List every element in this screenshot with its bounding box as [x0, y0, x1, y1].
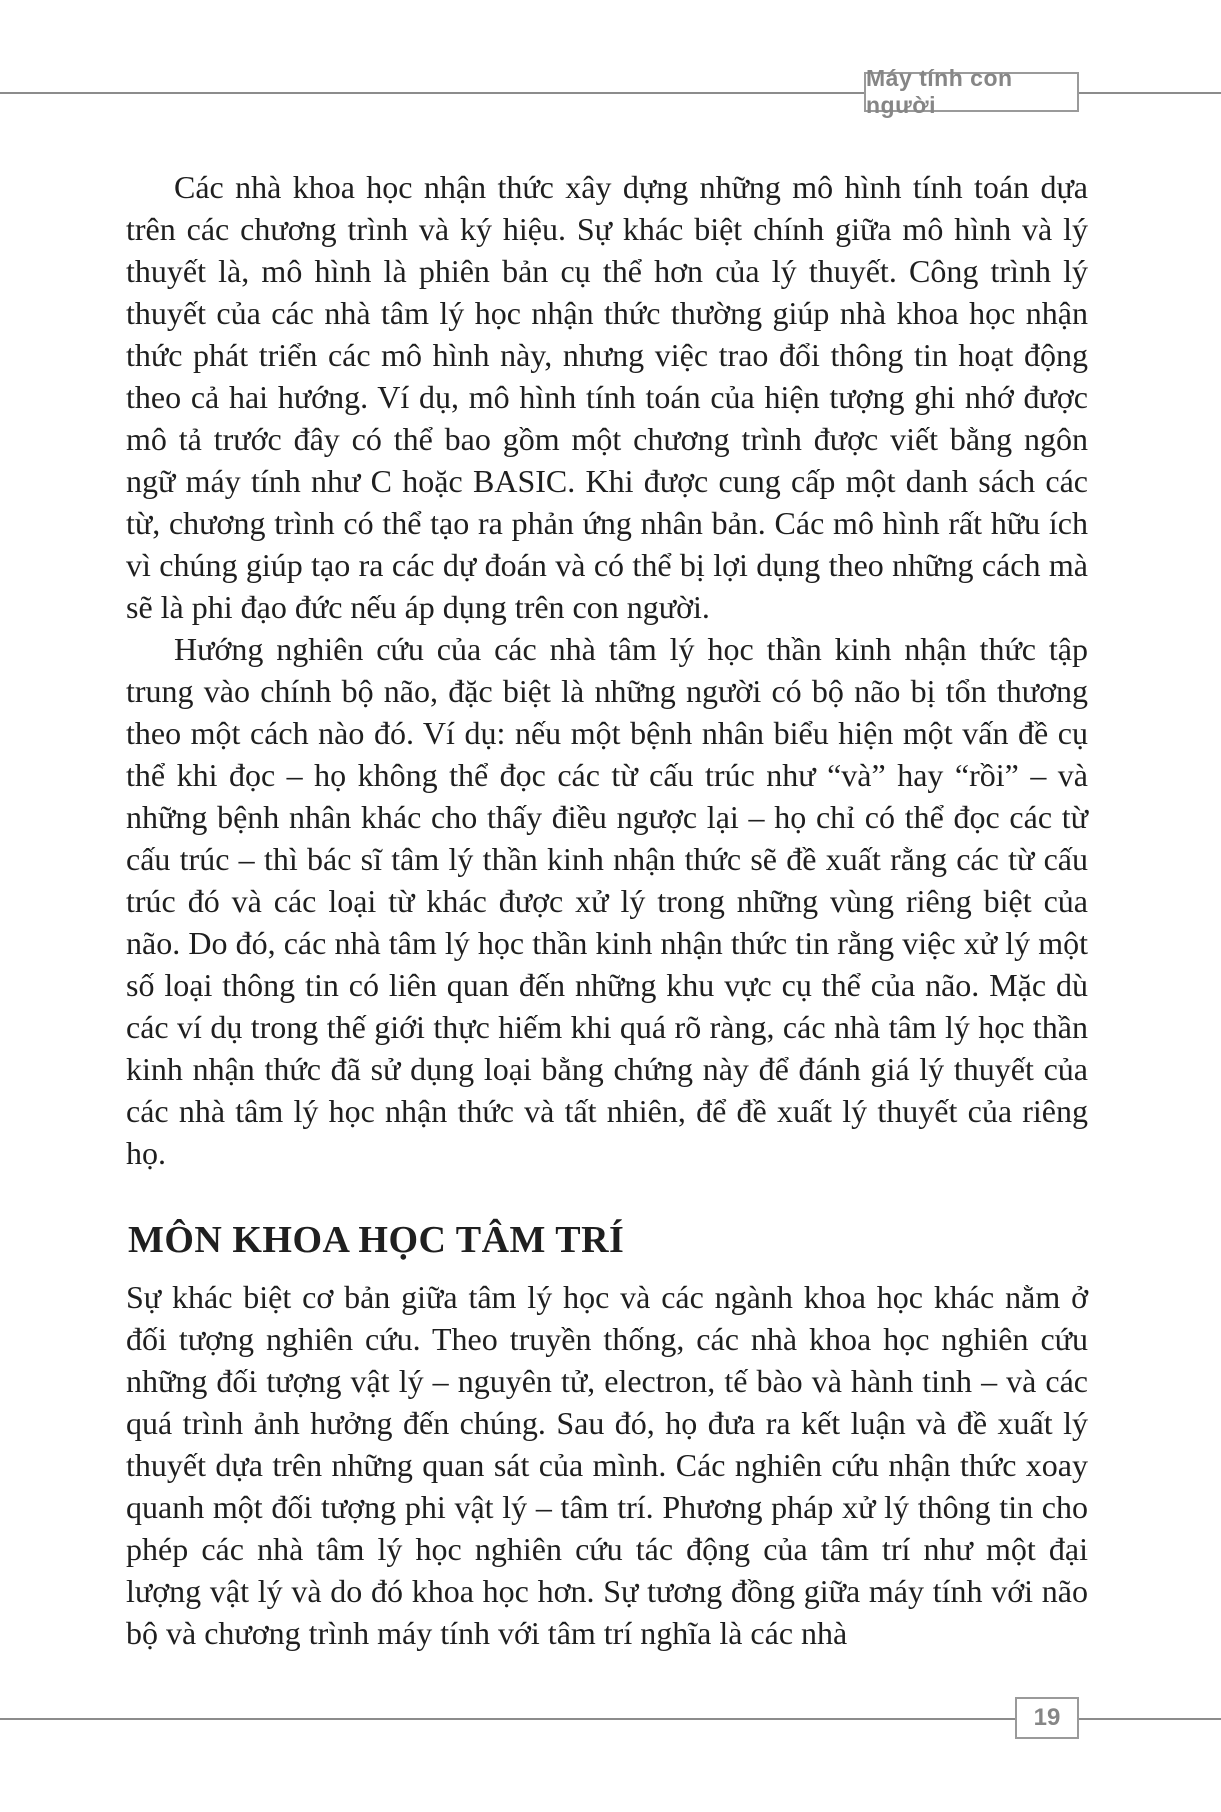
- paragraph: Sự khác biệt cơ bản giữa tâm lý học và các ngành khoa học khác nằm ở đối tượng nghiên cứu. Theo truyền thống, các nhà khoa học nghiên cứu những đối tượng vật lý – nguyên tử, electron, tế bào và hành tinh – và các quá trình ảnh hưởng đến chúng. Sau đó, họ đưa ra kết luận và đề xuất lý thuyết dựa trên những quan sát của mình. Các nghiên cứu nhận thức xoay quanh một đối tượng phi vật lý – tâm trí. Phương pháp xử lý thông tin cho phép các nhà tâm lý học nghiên cứu tác động của tâm trí như một đại lượng vật lý và do đó khoa học hơn. Sự tương đồng giữa máy tính với não bộ và chương trình máy tính với tâm trí nghĩa là các nhà: [126, 1279, 1088, 1651]
- page-number: 19: [1033, 1704, 1061, 1731]
- paragraph: Các nhà khoa học nhận thức xây dựng những mô hình tính toán dựa trên các chương trình và ký hiệu. Sự khác biệt chính giữa mô hình và lý thuyết là, mô hình là phiên bản cụ thể hơn của lý thuyết. Công trình lý thuyết của các nhà tâm lý học nhận thức thường giúp nhà khoa học nhận thức phát triển các mô hình này, nhưng việc trao đổi thông tin hoạt động theo cả hai hướng. Ví dụ, mô hình tính toán của hiện tượng ghi nhớ được mô tả trước đây có thể bao gồm một chương trình được viết bằng ngôn ngữ máy tính như C hoặc BASIC. Khi được cung cấp một danh sách các từ, chương trình có thể tạo ra phản ứng nhân bản. Các mô hình rất hữu ích vì chúng giúp tạo ra các dự đoán và có thể bị lợi dụng theo những cách mà sẽ là phi đạo đức nếu áp dụng trên con người.: [126, 169, 1088, 625]
- running-header-text: Máy tính con người: [866, 65, 1013, 118]
- section-heading: MÔN KHOA HỌC TÂM TRÍ: [128, 1219, 625, 1261]
- paragraph: Hướng nghiên cứu của các nhà tâm lý học thần kinh nhận thức tập trung vào chính bộ não, đặc biệt là những người có bộ não bị tổn thương theo một cách nào đó. Ví dụ: nếu một bệnh nhân biểu hiện một vấn đề cụ thể khi đọc – họ không thể đọc các từ cấu trúc như “và” hay “rồi” – và những bệnh nhân khác cho thấy điều ngược lại – họ chỉ có thể đọc các từ cấu trúc – thì bác sĩ tâm lý thần kinh nhận thức sẽ đề xuất rằng các từ cấu trúc đó và các loại từ khác được xử lý trong những vùng riêng biệt của não. Do đó, các nhà tâm lý học thần kinh nhận thức tin rằng việc xử lý một số loại thông tin có liên quan đến những khu vực cụ thể của não. Mặc dù các ví dụ trong thế giới thực hiếm khi quá rõ ràng, các nhà tâm lý học thần kinh nhận thức đã sử dụng loại bằng chứng này để đánh giá lý thuyết của các nhà tâm lý học nhận thức và tất nhiên, để đề xuất lý thuyết của riêng họ.: [126, 631, 1088, 1171]
- page-number-box: [1015, 1697, 1079, 1739]
- running-header: [864, 65, 1079, 118]
